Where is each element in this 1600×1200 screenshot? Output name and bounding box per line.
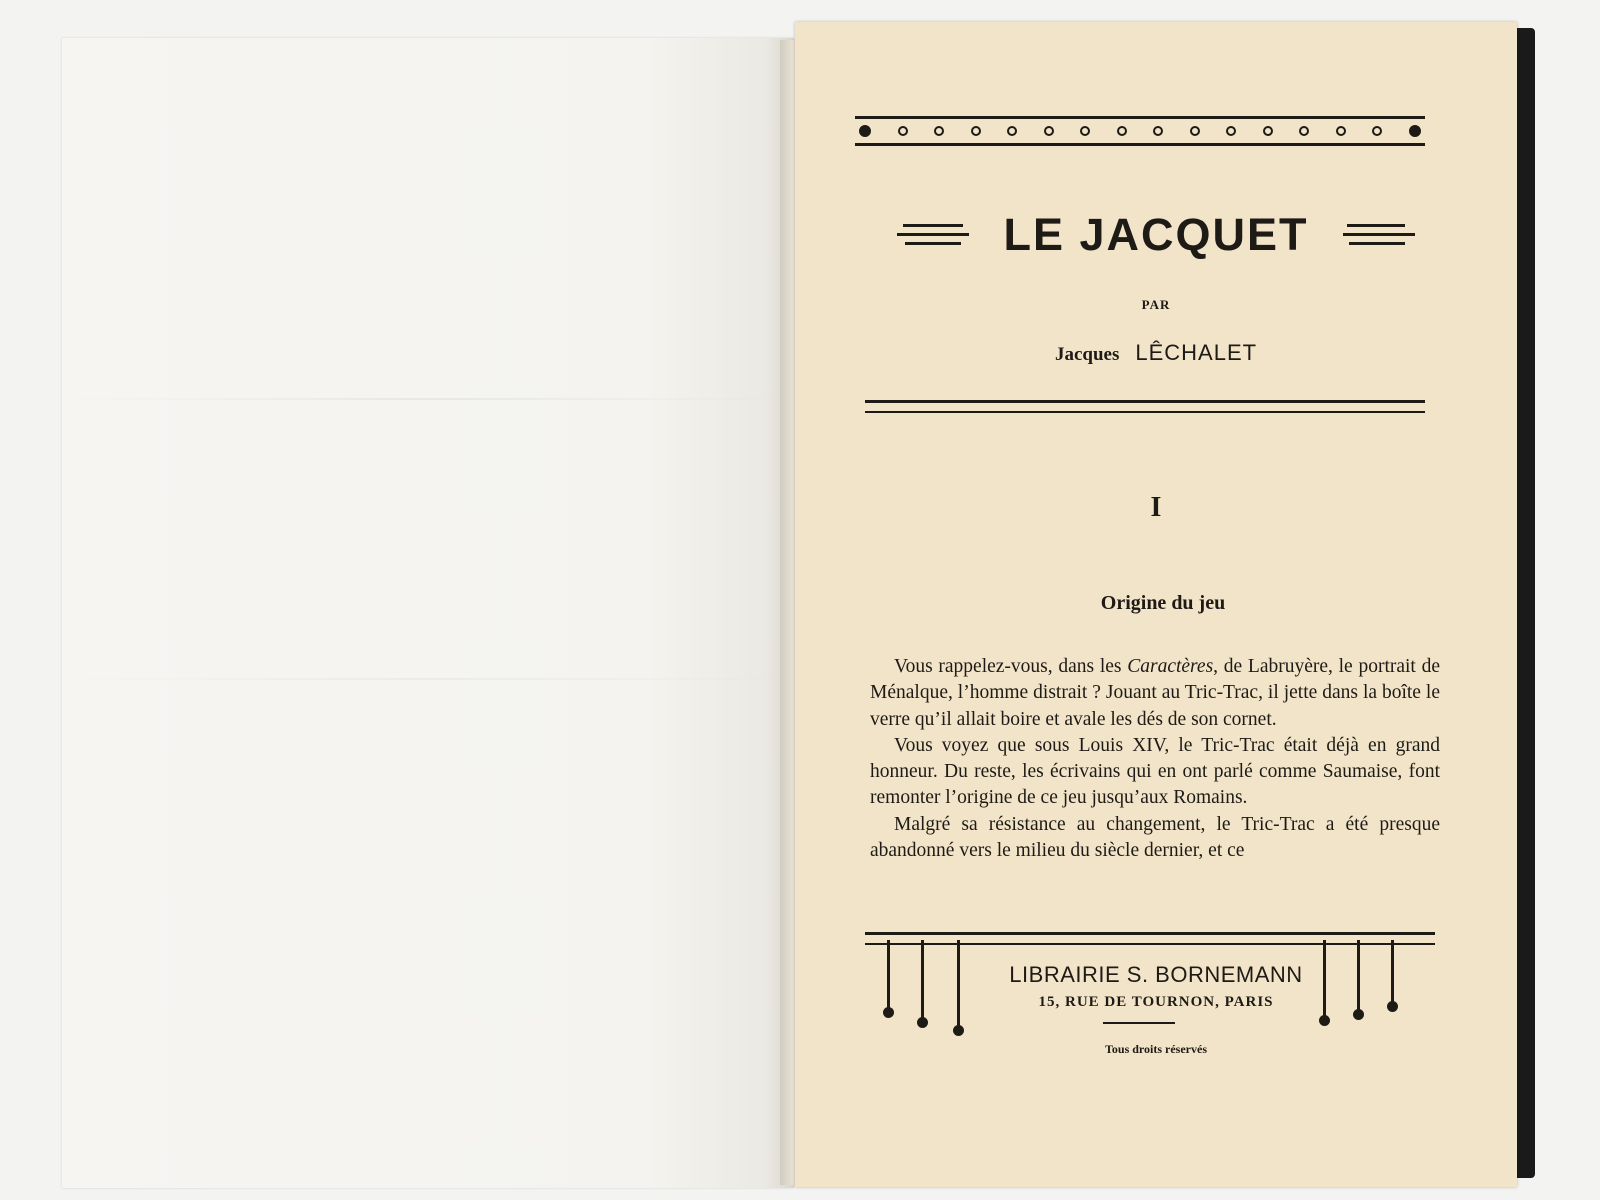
paragraph: Vous rappelez-vous, dans les Caractères, de Labruyère, le portrait de Ménalque, l’homme distrait ? Jouant au Tric-Trac, il jette dans la boîte le verre qu’il allait boire et avale les dés de son cornet. [870, 656, 1440, 730]
footer-bar [865, 932, 1435, 945]
title-divider [865, 400, 1425, 413]
title-page [795, 22, 1517, 1187]
by-label: PAR [1141, 297, 1171, 312]
ornament-ring [1007, 126, 1017, 136]
ornament-ring [1190, 126, 1200, 136]
title-lines-left [897, 220, 969, 250]
paragraph: Malgré sa résistance au changement, le Tric-Trac a été presque abandonné vers le milieu du siècle dernier, et ce [870, 813, 1440, 862]
paragraph: Vous voyez que sous Louis XIV, le Tric-Trac était déjà en grand honneur. Du reste, les écrivains qui en ont parlé comme Saumaise, font remonter l’origine de ce jeu jusqu’aux Romains. [870, 734, 1440, 809]
blank-left-page [62, 38, 794, 1188]
title-lines-right [1343, 220, 1415, 250]
book-gutter [780, 40, 796, 1185]
ornament-ring [1226, 126, 1236, 136]
ornament-dot [1409, 125, 1421, 137]
rights-notice: Tous droits réservés [1105, 1042, 1207, 1056]
title-row [795, 200, 1517, 270]
top-ornament-band [855, 116, 1425, 146]
chapter-number: I [1150, 492, 1162, 523]
ornament-ring [1080, 126, 1090, 136]
ornament-ring [1336, 126, 1346, 136]
chapter-title: Origine du jeu [1100, 592, 1226, 614]
publisher-name: LIBRAIRIE S. BORNEMANN [1009, 962, 1303, 987]
ornament-ring [898, 126, 908, 136]
paper-crease [62, 678, 794, 680]
author-first-name: Jacques [1054, 344, 1120, 365]
small-divider [1103, 1022, 1175, 1024]
publisher-address: 15, RUE DE TOURNON, PARIS [1038, 994, 1274, 1010]
ornament-ring [971, 126, 981, 136]
author-last-name: LÊCHALET [1135, 340, 1258, 365]
book-title: LE JACQUET [1003, 209, 1309, 260]
ornament-ring [1153, 126, 1163, 136]
ornament-ring [1044, 126, 1054, 136]
ornament-dot [859, 125, 871, 137]
author-line [795, 340, 1517, 366]
ornament-ring [1372, 126, 1382, 136]
ornament-ring [1263, 126, 1273, 136]
ornament-ring [1299, 126, 1309, 136]
ornament-ring [934, 126, 944, 136]
body-text [870, 654, 1440, 864]
ornament-ring [1117, 126, 1127, 136]
paper-crease [62, 398, 794, 400]
